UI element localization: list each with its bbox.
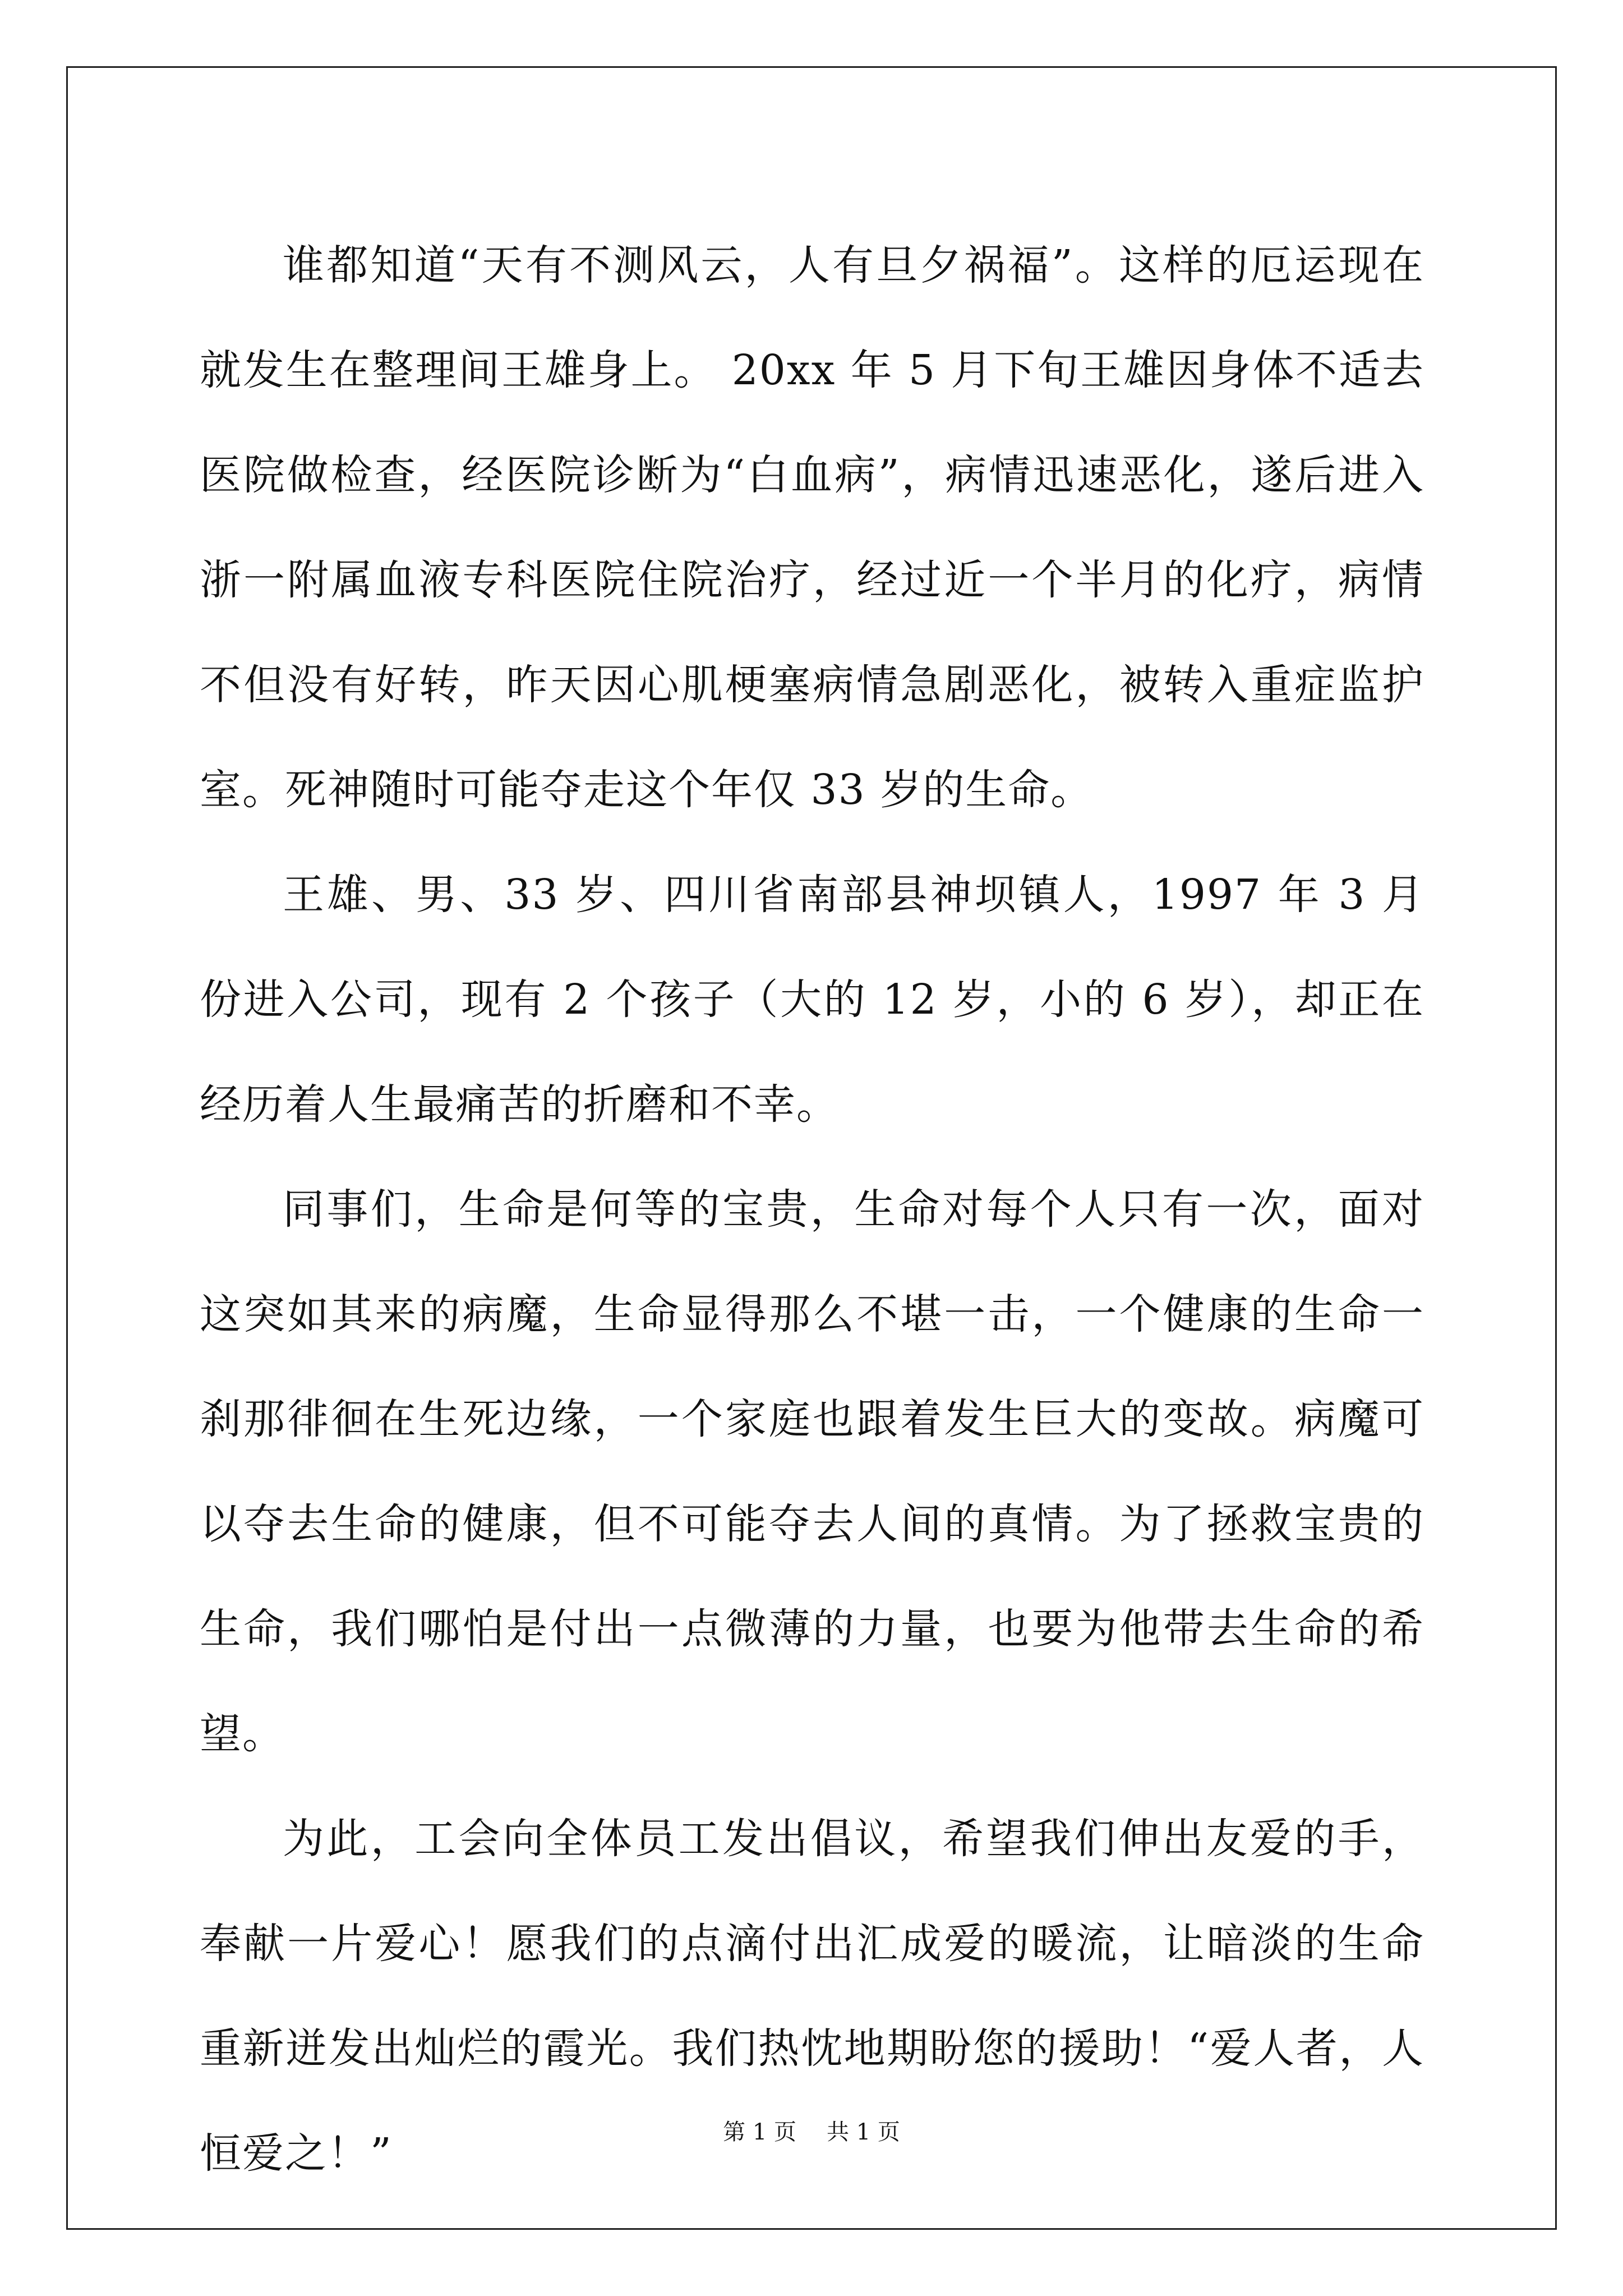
paragraph-2: 王雄、男、33 岁、四川省南部县神坝镇人，1997 年 3 月份进入公司，现有 2 个孩子（大的 12 岁，小的 6 岁），却正在经历着人生最痛苦的折磨和不幸。	[200, 871, 1424, 1129]
paragraph-1: 谁都知道“天有不测风云，人有旦夕祸福”。这样的厄运现在就发生在整理间王雄身上。 20xx 年 5 月下旬王雄因身体不适去医院做检查，经医院诊断为“白血病”，病情迅速恶化，遂后进入浙一附属血液专科医院住院治疗，经过近一个半月的化疗，病情不但没有好转，昨天因心肌梗塞病情急剧恶化，被转入重症监护室。死神随时可能夺走这个年仅 33 岁的生命。	[200, 241, 1424, 814]
page-total: 共 1 页	[827, 2119, 900, 2145]
document-body	[200, 213, 1424, 2206]
page-footer	[0, 2118, 1623, 2146]
paragraph-4: 为此，工会向全体员工发出倡议，希望我们伸出友爱的手，奉献一片爱心！愿我们的点滴付出汇成爱的暖流，让暗淡的生命重新迸发出灿烂的霞光。我们热忱地期盼您的援助！“爱人者，人恒爱之！”	[200, 1815, 1424, 2178]
page-number: 第 1 页	[723, 2119, 796, 2145]
paragraph-3: 同事们，生命是何等的宝贵，生命对每个人只有一次，面对这突如其来的病魔，生命显得那么不堪一击，一个健康的生命一刹那徘徊在生死边缘，一个家庭也跟着发生巨大的变故。病魔可以夺去生命的健康，但不可能夺去人间的真情。为了拯救宝贵的生命，我们哪怕是付出一点微薄的力量，也要为他带去生命的希望。	[200, 1185, 1424, 1758]
